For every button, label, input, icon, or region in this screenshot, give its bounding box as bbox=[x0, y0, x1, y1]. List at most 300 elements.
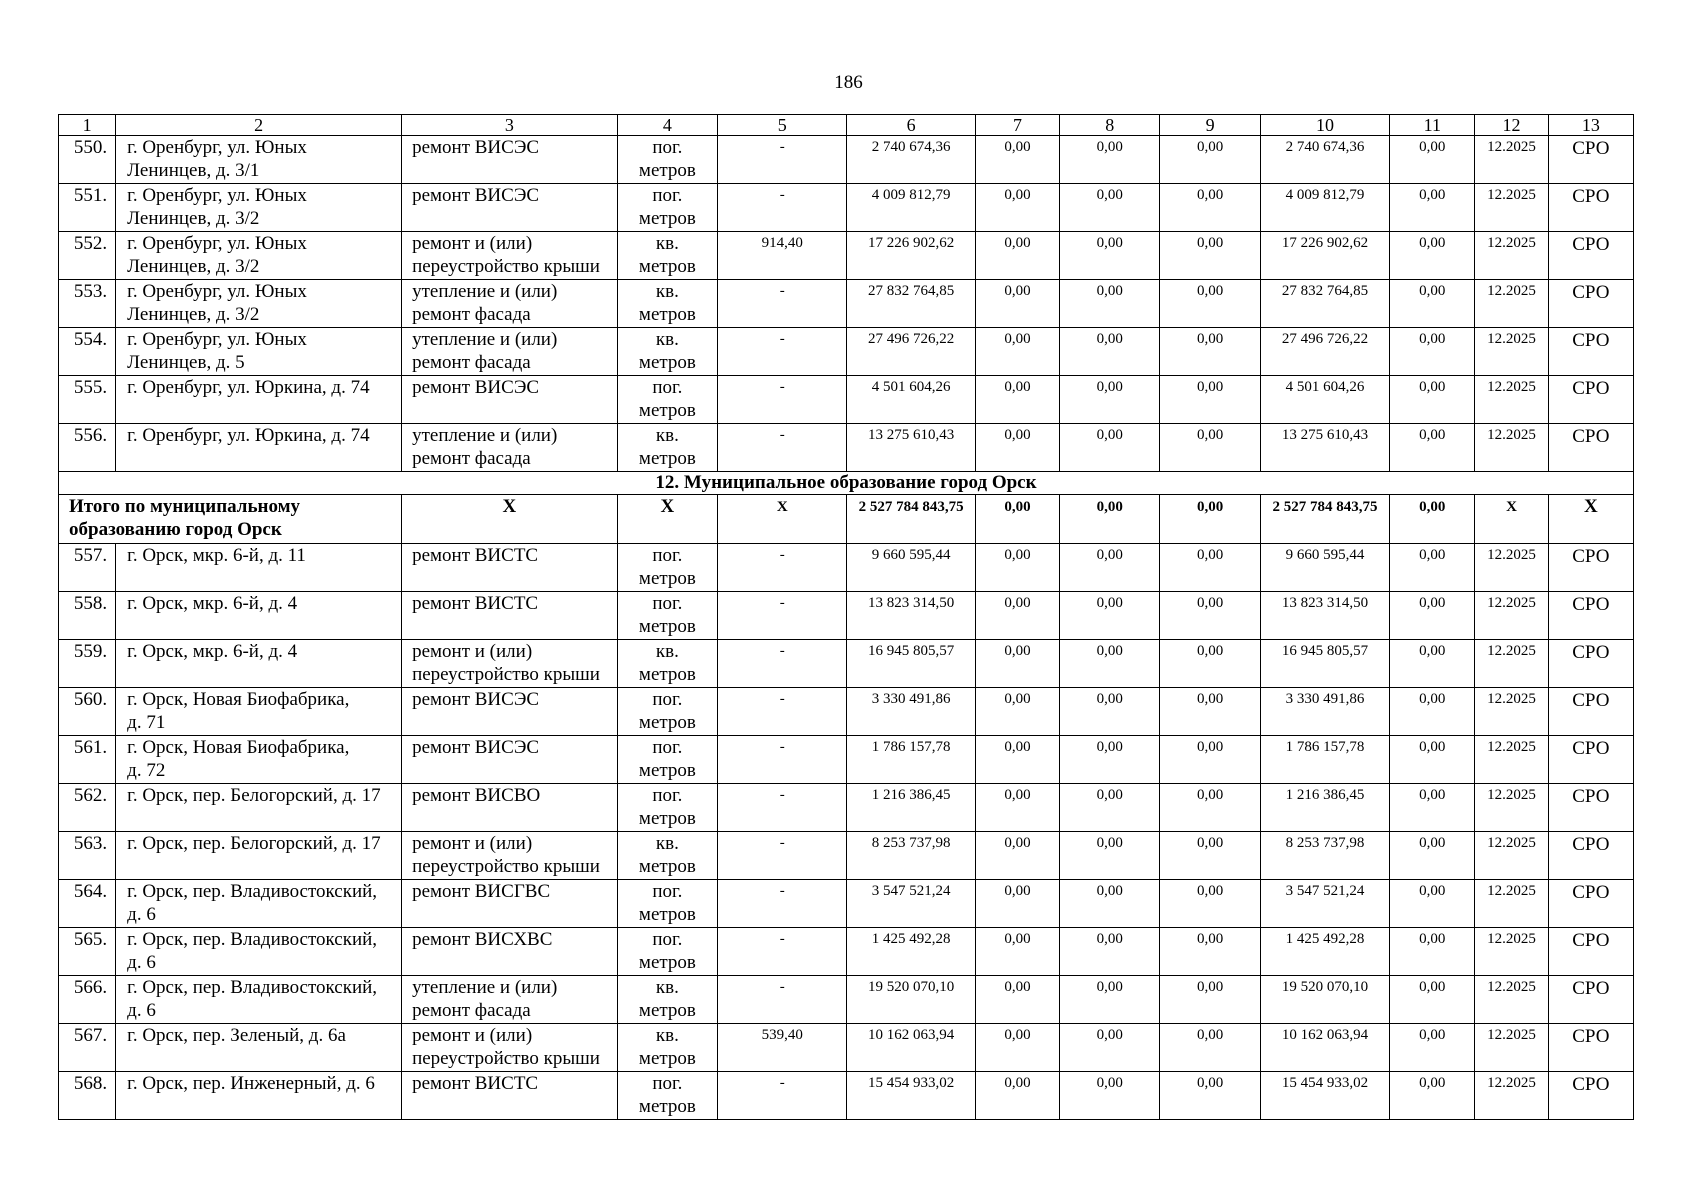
address-cell-line: д. 72 bbox=[127, 760, 166, 781]
col11-cell: 0,00 bbox=[1390, 976, 1475, 1024]
total-cost-cell: 10 162 063,94 bbox=[847, 1024, 975, 1072]
unit-cell bbox=[617, 1072, 717, 1120]
col8-cell: 0,00 bbox=[1060, 736, 1160, 784]
work-type-cell-line: ремонт и (или) bbox=[412, 641, 533, 662]
page-number: 186 bbox=[834, 72, 863, 93]
unit-cell-line: кв. bbox=[655, 641, 679, 662]
address-cell bbox=[116, 280, 402, 328]
col11-cell: 0,00 bbox=[1390, 688, 1475, 736]
table-row bbox=[59, 832, 1634, 880]
col9-cell: 0,00 bbox=[1160, 976, 1260, 1024]
col9-cell: 0,00 bbox=[1160, 328, 1260, 376]
col11-cell: 0,00 bbox=[1390, 544, 1475, 592]
col8-cell: 0,00 bbox=[1060, 1024, 1160, 1072]
method-cell: СРО bbox=[1548, 376, 1633, 424]
address-cell-line: г. Орск, мкр. 6-й, д. 4 bbox=[127, 593, 298, 614]
deadline-cell: 12.2025 bbox=[1475, 1072, 1548, 1120]
unit-cell bbox=[617, 784, 717, 832]
col8-cell: 0,00 bbox=[1060, 184, 1160, 232]
deadline-cell: 12.2025 bbox=[1475, 928, 1548, 976]
col11-cell: 0,00 bbox=[1390, 184, 1475, 232]
column-number-header-row bbox=[59, 115, 1634, 136]
table-row bbox=[59, 928, 1634, 976]
total-label bbox=[59, 495, 402, 544]
unit-cell bbox=[617, 640, 717, 688]
unit-cell bbox=[617, 136, 717, 184]
work-type-cell bbox=[402, 976, 618, 1024]
total-cost-cell: 1 425 492,28 bbox=[847, 928, 975, 976]
unit-cell-line: кв. bbox=[655, 833, 679, 854]
address-cell-line: г. Орск, Новая Биофабрика, bbox=[127, 689, 350, 710]
area-cell: - bbox=[718, 688, 847, 736]
col10-cell: 1 786 157,78 bbox=[1260, 736, 1389, 784]
address-cell-line: Ленинцев, д. 3/1 bbox=[127, 160, 260, 181]
address-cell-line: г. Оренбург, ул. Юных bbox=[127, 329, 307, 350]
method-cell: СРО bbox=[1548, 784, 1633, 832]
total-col9: 0,00 bbox=[1160, 495, 1260, 544]
deadline-cell: 12.2025 bbox=[1475, 688, 1548, 736]
total-label-line: Итого по муниципальному bbox=[69, 496, 301, 517]
row-number: 551. bbox=[59, 184, 116, 232]
unit-cell-line: метров bbox=[638, 1048, 696, 1069]
method-cell: СРО bbox=[1548, 592, 1633, 640]
column-number-10: 10 bbox=[1260, 115, 1389, 136]
table-row bbox=[59, 1024, 1634, 1072]
work-type-cell bbox=[402, 880, 618, 928]
column-number-2: 2 bbox=[116, 115, 402, 136]
col8-cell: 0,00 bbox=[1060, 1072, 1160, 1120]
work-type-cell-line: ремонт ВИСТС bbox=[412, 593, 539, 614]
deadline-cell: 12.2025 bbox=[1475, 880, 1548, 928]
unit-cell bbox=[617, 688, 717, 736]
unit-cell-line: кв. bbox=[655, 977, 679, 998]
deadline-cell: 12.2025 bbox=[1475, 544, 1548, 592]
col7-cell: 0,00 bbox=[975, 544, 1059, 592]
work-type-cell-line: переустройство крыши bbox=[412, 664, 600, 685]
work-type-cell bbox=[402, 544, 618, 592]
total-cost-cell: 4 009 812,79 bbox=[847, 184, 975, 232]
work-type-cell bbox=[402, 688, 618, 736]
total-col7: 0,00 bbox=[975, 495, 1059, 544]
work-type-cell bbox=[402, 232, 618, 280]
col8-cell: 0,00 bbox=[1060, 136, 1160, 184]
deadline-cell: 12.2025 bbox=[1475, 640, 1548, 688]
address-cell-line: Ленинцев, д. 3/2 bbox=[127, 208, 260, 229]
col8-cell: 0,00 bbox=[1060, 376, 1160, 424]
work-type-cell-line: переустройство крыши bbox=[412, 856, 600, 877]
method-cell: СРО bbox=[1548, 184, 1633, 232]
deadline-cell: 12.2025 bbox=[1475, 136, 1548, 184]
column-number-11: 11 bbox=[1390, 115, 1475, 136]
unit-cell-line: метров bbox=[638, 400, 696, 421]
deadline-cell: 12.2025 bbox=[1475, 832, 1548, 880]
col10-cell: 9 660 595,44 bbox=[1260, 544, 1389, 592]
address-cell-line: г. Орск, пер. Белогорский, д. 17 bbox=[127, 785, 381, 806]
table-row bbox=[59, 880, 1634, 928]
work-type-cell bbox=[402, 592, 618, 640]
unit-cell bbox=[617, 592, 717, 640]
table-row bbox=[59, 424, 1634, 472]
work-type-cell-line: ремонт ВИСТС bbox=[412, 545, 539, 566]
address-cell-line: г. Орск, пер. Зеленый, д. 6а bbox=[127, 1025, 346, 1046]
row-number: 558. bbox=[59, 592, 116, 640]
unit-cell-line: метров bbox=[638, 208, 696, 229]
col9-cell: 0,00 bbox=[1160, 592, 1260, 640]
work-type-cell-line: ремонт фасада bbox=[412, 448, 531, 469]
column-number-9: 9 bbox=[1160, 115, 1260, 136]
method-cell: СРО bbox=[1548, 1072, 1633, 1120]
col10-cell: 1 425 492,28 bbox=[1260, 928, 1389, 976]
section-title: 12. Муниципальное образование город Орск bbox=[59, 472, 1634, 495]
column-number-1: 1 bbox=[59, 115, 116, 136]
work-type-cell bbox=[402, 640, 618, 688]
area-cell: - bbox=[718, 832, 847, 880]
work-type-cell-line: ремонт и (или) bbox=[412, 1025, 533, 1046]
col11-cell: 0,00 bbox=[1390, 280, 1475, 328]
col7-cell: 0,00 bbox=[975, 232, 1059, 280]
col7-cell: 0,00 bbox=[975, 928, 1059, 976]
unit-cell-line: пог. bbox=[652, 1073, 683, 1094]
unit-cell bbox=[617, 1024, 717, 1072]
col11-cell: 0,00 bbox=[1390, 880, 1475, 928]
unit-cell-line: пог. bbox=[652, 785, 683, 806]
col10-cell: 3 547 521,24 bbox=[1260, 880, 1389, 928]
unit-cell-line: пог. bbox=[652, 545, 683, 566]
table-row bbox=[59, 136, 1634, 184]
work-type-cell-line: ремонт ВИСЭС bbox=[412, 689, 540, 710]
row-number: 561. bbox=[59, 736, 116, 784]
total-cost-cell: 13 823 314,50 bbox=[847, 592, 975, 640]
unit-cell bbox=[617, 424, 717, 472]
row-number: 567. bbox=[59, 1024, 116, 1072]
col7-cell: 0,00 bbox=[975, 1072, 1059, 1120]
col10-cell: 13 275 610,43 bbox=[1260, 424, 1389, 472]
col7-cell: 0,00 bbox=[975, 832, 1059, 880]
deadline-cell: 12.2025 bbox=[1475, 1024, 1548, 1072]
address-cell-line: г. Оренбург, ул. Юных bbox=[127, 233, 307, 254]
col7-cell: 0,00 bbox=[975, 328, 1059, 376]
row-number: 568. bbox=[59, 1072, 116, 1120]
total-cost-cell: 3 547 521,24 bbox=[847, 880, 975, 928]
row-number: 557. bbox=[59, 544, 116, 592]
row-number: 565. bbox=[59, 928, 116, 976]
method-cell: СРО bbox=[1548, 880, 1633, 928]
deadline-cell: 12.2025 bbox=[1475, 280, 1548, 328]
unit-cell-line: пог. bbox=[652, 929, 683, 950]
unit-cell bbox=[617, 376, 717, 424]
col8-cell: 0,00 bbox=[1060, 640, 1160, 688]
row-number: 566. bbox=[59, 976, 116, 1024]
unit-cell bbox=[617, 232, 717, 280]
method-cell: СРО bbox=[1548, 832, 1633, 880]
capital-repair-table bbox=[58, 114, 1634, 1120]
col11-cell: 0,00 bbox=[1390, 784, 1475, 832]
area-cell: - bbox=[718, 976, 847, 1024]
address-cell bbox=[116, 688, 402, 736]
total-cost-cell: 2 740 674,36 bbox=[847, 136, 975, 184]
row-number: 564. bbox=[59, 880, 116, 928]
col9-cell: 0,00 bbox=[1160, 544, 1260, 592]
unit-cell-line: метров bbox=[638, 616, 696, 637]
area-cell: - bbox=[718, 544, 847, 592]
area-cell: - bbox=[718, 136, 847, 184]
address-cell-line: д. 6 bbox=[127, 952, 156, 973]
method-cell: СРО bbox=[1548, 976, 1633, 1024]
col7-cell: 0,00 bbox=[975, 424, 1059, 472]
total-col12: Х bbox=[1475, 495, 1548, 544]
table-row bbox=[59, 376, 1634, 424]
col7-cell: 0,00 bbox=[975, 880, 1059, 928]
area-cell: 539,40 bbox=[718, 1024, 847, 1072]
col7-cell: 0,00 bbox=[975, 592, 1059, 640]
address-cell-line: г. Оренбург, ул. Юркина, д. 74 bbox=[127, 377, 370, 398]
table-row bbox=[59, 592, 1634, 640]
area-cell: - bbox=[718, 1072, 847, 1120]
work-type-cell-line: ремонт ВИСГВС bbox=[412, 881, 551, 902]
work-type-cell-line: ремонт ВИСЭС bbox=[412, 377, 540, 398]
address-cell-line: г. Орск, пер. Владивостокский, bbox=[127, 977, 378, 998]
work-type-cell bbox=[402, 832, 618, 880]
work-type-cell bbox=[402, 328, 618, 376]
work-type-cell-line: утепление и (или) bbox=[412, 281, 558, 302]
address-cell-line: г. Орск, мкр. 6-й, д. 11 bbox=[127, 545, 306, 566]
total-cost-cell: 19 520 070,10 bbox=[847, 976, 975, 1024]
address-cell bbox=[116, 328, 402, 376]
work-type-cell bbox=[402, 1072, 618, 1120]
work-type-cell bbox=[402, 736, 618, 784]
col9-cell: 0,00 bbox=[1160, 184, 1260, 232]
col9-cell: 0,00 bbox=[1160, 1072, 1260, 1120]
address-cell-line: г. Орск, мкр. 6-й, д. 4 bbox=[127, 641, 298, 662]
address-cell-line: г. Орск, пер. Инженерный, д. 6 bbox=[127, 1073, 375, 1094]
address-cell-line: д. 6 bbox=[127, 1000, 156, 1021]
table-row bbox=[59, 784, 1634, 832]
work-type-cell bbox=[402, 424, 618, 472]
address-cell bbox=[116, 592, 402, 640]
table-row bbox=[59, 544, 1634, 592]
work-type-cell-line: утепление и (или) bbox=[412, 329, 558, 350]
col9-cell: 0,00 bbox=[1160, 136, 1260, 184]
total-col11: 0,00 bbox=[1390, 495, 1475, 544]
unit-cell-line: метров bbox=[638, 352, 696, 373]
unit-cell-line: пог. bbox=[652, 689, 683, 710]
area-cell: - bbox=[718, 328, 847, 376]
work-type-cell bbox=[402, 136, 618, 184]
col8-cell: 0,00 bbox=[1060, 688, 1160, 736]
work-type-cell-line: переустройство крыши bbox=[412, 256, 600, 277]
col10-cell: 15 454 933,02 bbox=[1260, 1072, 1389, 1120]
unit-cell-line: кв. bbox=[655, 233, 679, 254]
address-cell bbox=[116, 1024, 402, 1072]
address-cell bbox=[116, 640, 402, 688]
col11-cell: 0,00 bbox=[1390, 232, 1475, 280]
unit-cell-line: пог. bbox=[652, 593, 683, 614]
address-cell-line: г. Оренбург, ул. Юных bbox=[127, 185, 307, 206]
area-cell: - bbox=[718, 592, 847, 640]
row-number: 555. bbox=[59, 376, 116, 424]
table-row bbox=[59, 976, 1634, 1024]
work-type-cell-line: ремонт ВИСТС bbox=[412, 1073, 539, 1094]
unit-cell-line: пог. bbox=[652, 881, 683, 902]
area-cell: - bbox=[718, 640, 847, 688]
method-cell: СРО bbox=[1548, 328, 1633, 376]
work-type-cell-line: ремонт ВИСХВС bbox=[412, 929, 553, 950]
total-cost-cell: 13 275 610,43 bbox=[847, 424, 975, 472]
area-cell: - bbox=[718, 376, 847, 424]
total-cost-cell: 1 216 386,45 bbox=[847, 784, 975, 832]
unit-cell bbox=[617, 928, 717, 976]
col9-cell: 0,00 bbox=[1160, 736, 1260, 784]
row-number: 562. bbox=[59, 784, 116, 832]
col10-cell: 2 740 674,36 bbox=[1260, 136, 1389, 184]
deadline-cell: 12.2025 bbox=[1475, 976, 1548, 1024]
area-cell: - bbox=[718, 280, 847, 328]
total-cost-cell: 8 253 737,98 bbox=[847, 832, 975, 880]
col11-cell: 0,00 bbox=[1390, 736, 1475, 784]
address-cell bbox=[116, 976, 402, 1024]
column-number-8: 8 bbox=[1060, 115, 1160, 136]
col8-cell: 0,00 bbox=[1060, 928, 1160, 976]
unit-cell-line: кв. bbox=[655, 281, 679, 302]
col10-cell: 27 496 726,22 bbox=[1260, 328, 1389, 376]
address-cell-line: г. Орск, пер. Владивостокский, bbox=[127, 929, 378, 950]
col7-cell: 0,00 bbox=[975, 640, 1059, 688]
address-cell bbox=[116, 232, 402, 280]
total-col8: 0,00 bbox=[1060, 495, 1160, 544]
work-type-cell-line: ремонт ВИСЭС bbox=[412, 737, 540, 758]
unit-cell-line: метров bbox=[638, 568, 696, 589]
section-title-row bbox=[59, 472, 1634, 495]
col8-cell: 0,00 bbox=[1060, 832, 1160, 880]
work-type-cell-line: ремонт фасада bbox=[412, 304, 531, 325]
row-number: 559. bbox=[59, 640, 116, 688]
address-cell bbox=[116, 376, 402, 424]
col7-cell: 0,00 bbox=[975, 688, 1059, 736]
col10-cell: 16 945 805,57 bbox=[1260, 640, 1389, 688]
area-cell: - bbox=[718, 184, 847, 232]
deadline-cell: 12.2025 bbox=[1475, 592, 1548, 640]
total-col10: 2 527 784 843,75 bbox=[1260, 495, 1389, 544]
total-cost-cell: 9 660 595,44 bbox=[847, 544, 975, 592]
method-cell: СРО bbox=[1548, 736, 1633, 784]
address-cell-line: г. Орск, пер. Белогорский, д. 17 bbox=[127, 833, 381, 854]
work-type-cell-line: ремонт ВИСЭС bbox=[412, 137, 540, 158]
work-type-cell bbox=[402, 376, 618, 424]
total-col3: Х bbox=[402, 495, 618, 544]
total-cost-cell: 27 496 726,22 bbox=[847, 328, 975, 376]
col9-cell: 0,00 bbox=[1160, 784, 1260, 832]
address-cell bbox=[116, 1072, 402, 1120]
table-row bbox=[59, 328, 1634, 376]
col7-cell: 0,00 bbox=[975, 280, 1059, 328]
deadline-cell: 12.2025 bbox=[1475, 232, 1548, 280]
table-row bbox=[59, 640, 1634, 688]
area-cell: - bbox=[718, 736, 847, 784]
method-cell: СРО bbox=[1548, 1024, 1633, 1072]
unit-cell bbox=[617, 976, 717, 1024]
row-number: 560. bbox=[59, 688, 116, 736]
unit-cell bbox=[617, 184, 717, 232]
col7-cell: 0,00 bbox=[975, 784, 1059, 832]
total-cost-cell: 4 501 604,26 bbox=[847, 376, 975, 424]
col10-cell: 4 501 604,26 bbox=[1260, 376, 1389, 424]
method-cell: СРО bbox=[1548, 136, 1633, 184]
col8-cell: 0,00 bbox=[1060, 232, 1160, 280]
total-col6: 2 527 784 843,75 bbox=[847, 495, 975, 544]
work-type-cell-line: утепление и (или) bbox=[412, 977, 558, 998]
col11-cell: 0,00 bbox=[1390, 136, 1475, 184]
unit-cell-line: кв. bbox=[655, 329, 679, 350]
address-cell-line: г. Орск, пер. Владивостокский, bbox=[127, 881, 378, 902]
address-cell-line: д. 71 bbox=[127, 712, 166, 733]
address-cell bbox=[116, 424, 402, 472]
col7-cell: 0,00 bbox=[975, 976, 1059, 1024]
unit-cell bbox=[617, 280, 717, 328]
col9-cell: 0,00 bbox=[1160, 280, 1260, 328]
method-cell: СРО bbox=[1548, 688, 1633, 736]
unit-cell-line: пог. bbox=[652, 737, 683, 758]
col11-cell: 0,00 bbox=[1390, 592, 1475, 640]
address-cell bbox=[116, 736, 402, 784]
col9-cell: 0,00 bbox=[1160, 688, 1260, 736]
col7-cell: 0,00 bbox=[975, 736, 1059, 784]
col10-cell: 27 832 764,85 bbox=[1260, 280, 1389, 328]
col7-cell: 0,00 bbox=[975, 136, 1059, 184]
work-type-cell bbox=[402, 928, 618, 976]
table-row bbox=[59, 1072, 1634, 1120]
municipality-total-row bbox=[59, 495, 1634, 544]
unit-cell bbox=[617, 832, 717, 880]
address-cell bbox=[116, 928, 402, 976]
unit-cell-line: метров bbox=[638, 952, 696, 973]
column-number-3: 3 bbox=[402, 115, 618, 136]
unit-cell-line: пог. bbox=[652, 137, 683, 158]
address-cell bbox=[116, 784, 402, 832]
address-cell bbox=[116, 184, 402, 232]
col11-cell: 0,00 bbox=[1390, 1072, 1475, 1120]
col10-cell: 19 520 070,10 bbox=[1260, 976, 1389, 1024]
col10-cell: 10 162 063,94 bbox=[1260, 1024, 1389, 1072]
column-number-4: 4 bbox=[617, 115, 717, 136]
unit-cell-line: метров bbox=[638, 304, 696, 325]
col10-cell: 13 823 314,50 bbox=[1260, 592, 1389, 640]
unit-cell bbox=[617, 736, 717, 784]
unit-cell-line: метров bbox=[638, 1000, 696, 1021]
col11-cell: 0,00 bbox=[1390, 832, 1475, 880]
total-cost-cell: 16 945 805,57 bbox=[847, 640, 975, 688]
unit-cell bbox=[617, 880, 717, 928]
table-row bbox=[59, 736, 1634, 784]
address-cell-line: Ленинцев, д. 5 bbox=[127, 352, 245, 373]
unit-cell-line: метров bbox=[638, 1096, 696, 1117]
area-cell: - bbox=[718, 424, 847, 472]
deadline-cell: 12.2025 bbox=[1475, 736, 1548, 784]
row-number: 552. bbox=[59, 232, 116, 280]
column-number-7: 7 bbox=[975, 115, 1059, 136]
unit-cell-line: метров bbox=[638, 712, 696, 733]
col10-cell: 17 226 902,62 bbox=[1260, 232, 1389, 280]
table-row bbox=[59, 232, 1634, 280]
unit-cell-line: метров bbox=[638, 808, 696, 829]
unit-cell-line: метров bbox=[638, 760, 696, 781]
col10-cell: 3 330 491,86 bbox=[1260, 688, 1389, 736]
work-type-cell bbox=[402, 280, 618, 328]
area-cell: - bbox=[718, 784, 847, 832]
col11-cell: 0,00 bbox=[1390, 424, 1475, 472]
area-cell: - bbox=[718, 928, 847, 976]
deadline-cell: 12.2025 bbox=[1475, 424, 1548, 472]
address-cell-line: Ленинцев, д. 3/2 bbox=[127, 304, 260, 325]
